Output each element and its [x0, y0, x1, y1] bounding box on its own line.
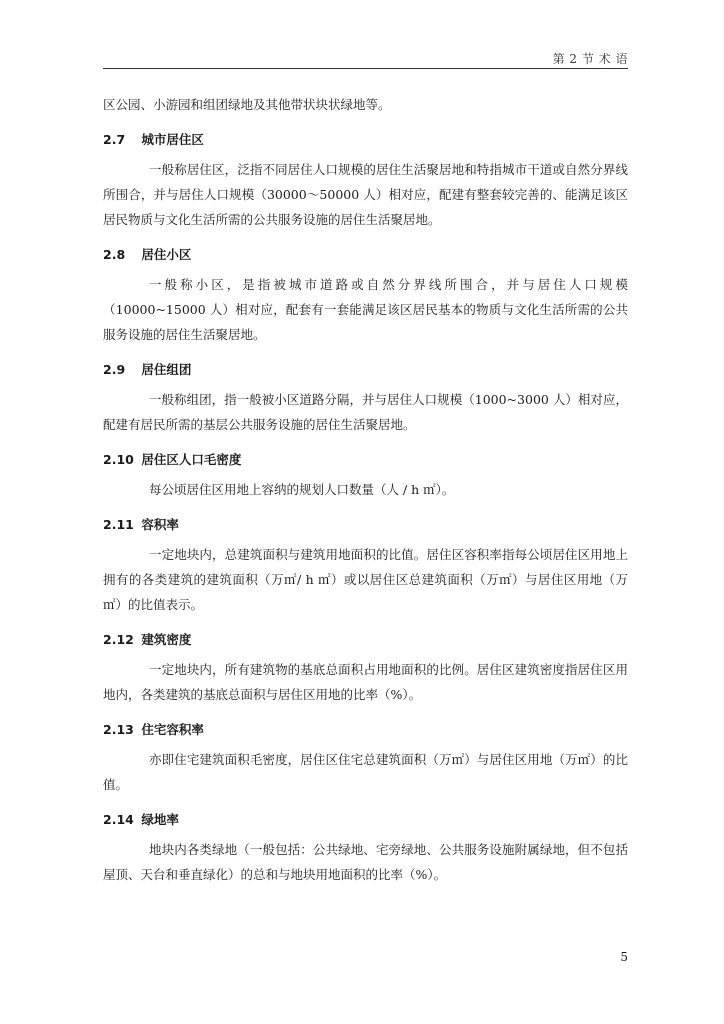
section-heading	[103, 127, 628, 152]
section-2-8	[103, 242, 628, 347]
section-paragraph: 一般称居住区，泛指不同居住人口规模的居住生活聚居地和特指城市干道或自然分界线所围合，并与居住人口规模（30000～50000 人）相对应，配建有整套较完善的、能满足该区居民物质与文化生活所需的公共服务设施的居住生活聚居地。	[103, 162, 628, 227]
section-2-14	[103, 807, 628, 887]
section-paragraph: 一般称小区，是指被城市道路或自然分界线所围合，并与居住人口规模（10000~15000 人）相对应，配套有一套能满足该区居民基本的物质与文化生活所需的公共服务设施的居住生活聚居地。	[103, 277, 628, 342]
section-heading	[103, 447, 628, 472]
section-number: 2.13	[103, 722, 134, 737]
section-number: 2.11	[103, 517, 134, 532]
section-paragraph: 每公顷居住区用地上容纳的规划人口数量（人 / h ㎡）。	[149, 482, 455, 497]
intro-paragraph: 区公园、小游园和组团绿地及其他带状块状绿地等。	[103, 97, 391, 112]
header-section-label: 第 2 节 术 语	[552, 52, 628, 66]
section-title: 建筑密度	[141, 632, 192, 647]
section-title: 居住区人口毛密度	[141, 452, 242, 467]
section-heading	[103, 807, 628, 832]
section-paragraph: 亦即住宅建筑面积毛密度，居住区住宅总建筑面积（万㎡）与居住区用地（万㎡）的比值。	[103, 752, 628, 792]
section-2-12	[103, 627, 628, 707]
section-paragraph: 一般称组团，指一般被小区道路分隔，并与居住人口规模（1000~3000 人）相对应，配建有居民所需的基层公共服务设施的居住生活聚居地。	[103, 392, 628, 432]
section-paragraph: 一定地块内，总建筑面积与建筑用地面积的比值。居住区容积率指每公顷居住区用地上拥有的各类建筑的建筑面积（万㎡/ h ㎡）或以居住区总建筑面积（万㎡）与居住区用地（万㎡）的比值表示。	[103, 547, 628, 612]
section-title: 住宅容积率	[141, 722, 204, 737]
section-title: 城市居住区	[141, 132, 204, 147]
section-paragraph: 地块内各类绿地（一般包括：公共绿地、宅旁绿地、公共服务设施附属绿地，但不包括屋顶、天台和垂直绿化）的总和与地块用地面积的比率（%）。	[103, 842, 628, 882]
section-heading	[103, 242, 628, 267]
section-number: 2.12	[103, 632, 134, 647]
page-number: 5	[620, 950, 628, 964]
section-number: 2.9	[103, 362, 126, 377]
section-title: 容积率	[141, 517, 179, 532]
section-heading	[103, 357, 628, 382]
section-2-7	[103, 127, 628, 232]
section-heading	[103, 512, 628, 537]
running-header	[103, 46, 628, 69]
section-2-10	[103, 447, 628, 502]
section-heading	[103, 627, 628, 652]
section-title: 居住组团	[141, 362, 192, 377]
section-2-9	[103, 357, 628, 437]
section-number: 2.8	[103, 247, 126, 262]
section-title: 居住小区	[141, 247, 192, 262]
section-number: 2.7	[103, 132, 126, 147]
section-title: 绿地率	[141, 812, 179, 827]
section-paragraph: 一定地块内，所有建筑物的基底总面积占用地面积的比例。居住区建筑密度指居住区用地内，各类建筑的基底总面积与居住区用地的比率（%）。	[103, 662, 628, 702]
section-number: 2.14	[103, 812, 134, 827]
section-2-11	[103, 512, 628, 617]
document-body	[103, 92, 628, 887]
section-heading	[103, 717, 628, 742]
section-number: 2.10	[103, 452, 134, 467]
section-2-13	[103, 717, 628, 797]
